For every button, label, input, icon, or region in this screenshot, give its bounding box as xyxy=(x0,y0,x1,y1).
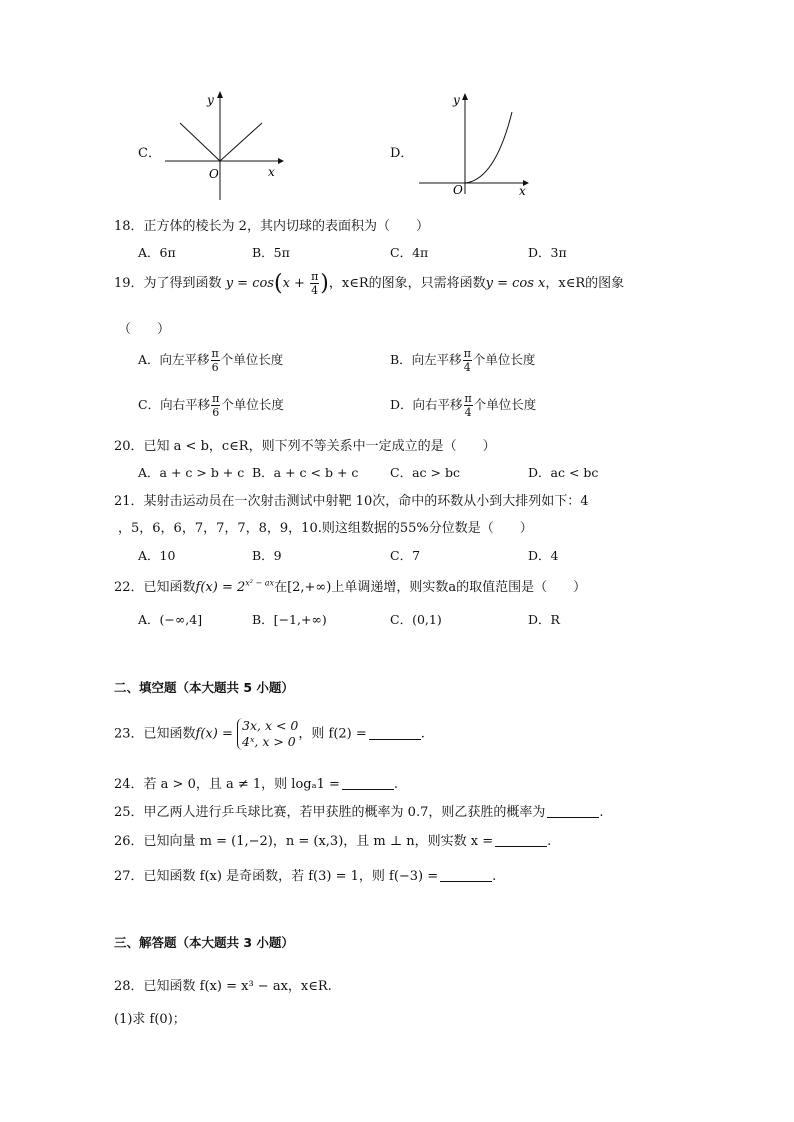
curve-right xyxy=(220,123,262,161)
q20-option-b: B．a + c < b + c xyxy=(252,465,359,480)
q18-option-c: C．4π xyxy=(390,245,429,260)
answer-blank[interactable] xyxy=(369,727,421,740)
q21-option-a: A．10 xyxy=(138,548,176,563)
x-label: x xyxy=(268,165,275,179)
q19-option-b: B．向左平移 $\frac{\pi}{4}$ 个单位长度 xyxy=(390,347,536,374)
q22-option-b: B．[−1,+∞) xyxy=(252,612,327,627)
q22-option-d: D．R xyxy=(528,612,560,627)
graph-c-abs-function xyxy=(160,88,285,208)
question-24: 24．若 a > 0，且 a ≠ 1，则 logₐ1 = . xyxy=(114,777,399,792)
y-label: y xyxy=(207,93,214,107)
q19-option-c: C．向右平移 $\frac{\pi}{6}$ 个单位长度 xyxy=(138,392,284,419)
q20-option-a: A．a + c > b + c xyxy=(138,465,245,480)
q18-option-d: D．3π xyxy=(528,245,567,260)
question-21-line-1: 21．某射击运动员在一次射击测试中射靶 10次，命中的环数从小到大排列如下：4 xyxy=(114,494,589,509)
question-20: 20．已知 a < b，c∈R，则下列不等关系中一定成立的是（ ） xyxy=(114,439,496,454)
origin-label: O xyxy=(453,183,463,197)
origin-label: O xyxy=(209,167,219,181)
question-19: 19．为了得到函数 y = cos(x + $\frac{\pi}{4}$ )，x∈R的图象，只需将函数y = cos x，x∈R的图象 xyxy=(114,270,625,297)
question-25: 25．甲乙两人进行乒乓球比赛，若甲获胜的概率为 0.7，则乙获胜的概率为 . xyxy=(114,805,604,820)
q18-option-b: B．5π xyxy=(252,245,290,260)
curve xyxy=(465,112,512,183)
q22-option-c: C．(0,1) xyxy=(390,612,442,627)
q21-option-d: D．4 xyxy=(528,548,559,563)
y-label: y xyxy=(453,93,460,107)
y-axis-arrow-icon xyxy=(462,93,468,100)
question-21-line-2: ，5，6，6，7，7，7，8，9，10.则这组数据的55%分位数是（ ） xyxy=(118,521,533,536)
answer-blank[interactable] xyxy=(547,805,599,818)
answer-blank[interactable] xyxy=(495,834,547,847)
question-28-part-1: (1)求 f(0)； xyxy=(114,1012,186,1027)
option-c-label: C． xyxy=(138,146,161,161)
question-18: 18．正方体的棱长为 2，其内切球的表面积为（ ） xyxy=(114,219,429,234)
question-23: 23．已知函数f(x) = 3x, x < 0 4ˣ, x > 0 ，则 f(2) = . xyxy=(114,718,425,749)
x-label: x xyxy=(519,184,526,198)
question-22: 22．已知函数$f(x) = 2^{x^2 - ax}$在[2,+∞)上单调递增，则实数a的取值范围是（ ） xyxy=(114,578,587,595)
answer-blank[interactable] xyxy=(440,869,492,882)
q21-option-c: C．7 xyxy=(390,548,421,563)
pi-over-4: $\frac{\pi}{4}$ xyxy=(311,270,319,297)
y-axis-arrow-icon xyxy=(217,91,223,98)
q22-option-a: A．(−∞,4] xyxy=(138,612,203,627)
question-27: 27．已知函数 f(x) 是奇函数，若 f(3) = 1，则 f(−3) = . xyxy=(114,869,497,884)
q19-paren: （ ） xyxy=(118,322,171,337)
option-d-label: D． xyxy=(390,146,414,161)
graph-d-power-function xyxy=(415,88,535,200)
piecewise-cases: 3x, x < 0 4ˣ, x > 0 xyxy=(237,718,298,750)
section-answer-questions-title: 三、解答题（本大题共 3 小题） xyxy=(114,935,294,950)
question-26: 26．已知向量 m = (1,−2)，n = (x,3)，且 m ⊥ n，则实数 x = . xyxy=(114,834,552,849)
x-axis-arrow-icon xyxy=(278,158,284,164)
q18-option-a: A．6π xyxy=(138,245,176,260)
question-28: 28．已知函数 f(x) = x³ − ax，x∈R. xyxy=(114,979,332,994)
q20-option-c: C．ac > bc xyxy=(390,465,460,480)
function-expression: y = cos xyxy=(225,276,274,291)
q21-option-b: B．9 xyxy=(252,548,282,563)
answer-blank[interactable] xyxy=(342,777,394,790)
q19-option-a: A．向左平移 $\frac{\pi}{6}$ 个单位长度 xyxy=(138,347,284,374)
q19-option-d: D．向右平移 $\frac{\pi}{4}$ 个单位长度 xyxy=(390,392,537,419)
q20-option-d: D．ac < bc xyxy=(528,465,599,480)
section-fill-in-blank-title: 二、填空题（本大题共 5 小题） xyxy=(114,680,294,695)
curve-left xyxy=(180,123,220,161)
